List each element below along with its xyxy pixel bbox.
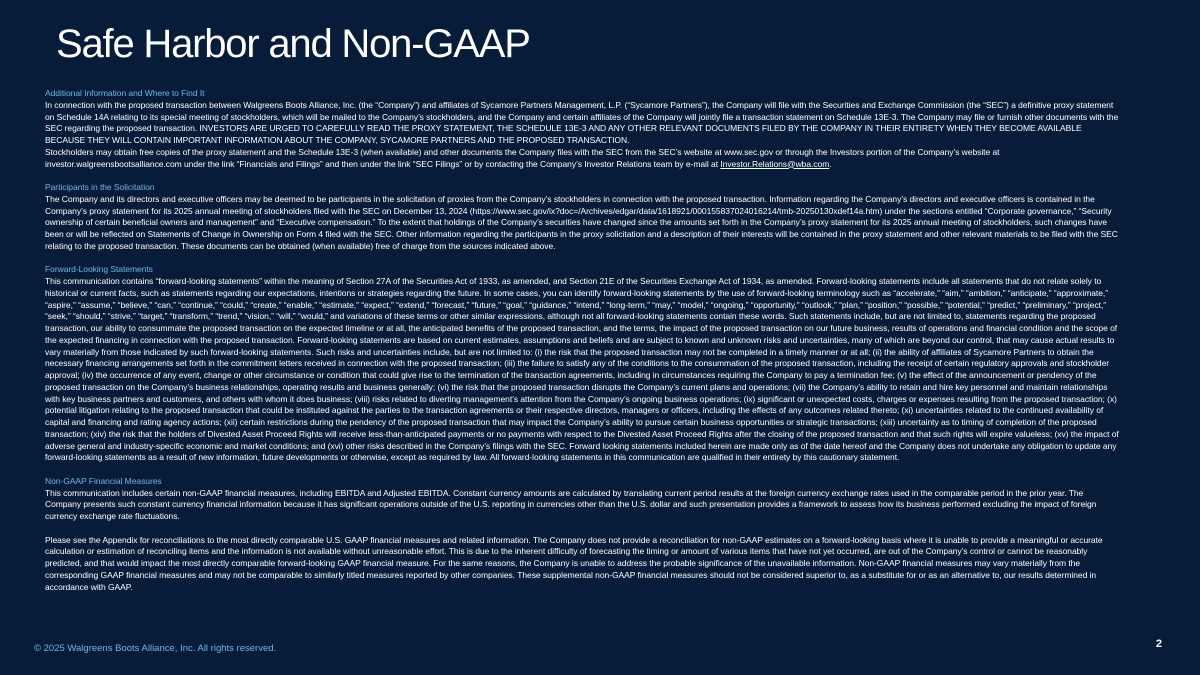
paragraph-text: Stockholders may obtain free copies of the proxy statement and the Schedule 13E-3 (when available) and other documents the Company files with the SEC from the SEC’s website at www.sec.gov or through the Investors portion of the Company’s website at investor.walgreensbootsalliance.com under the link “Financials and Filings” and then under the link “SEC Filings” or by contacting the Company’s Investor Relations team by e-mail at [45, 146, 1000, 169]
page-number: 2 [1155, 638, 1162, 650]
paragraph-text: In connection with the proposed transaction between Walgreens Boots Alliance, Inc. (the “Company”) and affiliates of Sycamore Partners Management, L.P. (“Sycamore Partners”), the Company will file with the Securities and Exchange Commission (the “SEC”) a definitive proxy statement on Schedule 14A relating to its special meeting of stockholders, which will be mailed to the Company’s stockholders, and the Company and certain affiliates of the Company will jointly file a transaction statement on Schedule 13E-3. The Company may file or furnish other documents with the SEC regarding the proposed transaction. INVESTORS ARE URGED TO CAREFULLY READ THE PROXY STATEMENT, THE SCHEDULE 13E-3 AND ANY OTHER RELEVANT DOCUMENTS FILED BY THE COMPANY IN THEIR ENTIRETY WHEN THEY BECOME AVAILABLE BECAUSE THEY WILL CONTAIN IMPORTANT INFORMATION ABOUT THE COMPANY, SYCAMORE PARTNERS AND THE PROPOSED TRANSACTION. [45, 99, 1119, 145]
section-heading: Non-GAAP Financial Measures [45, 475, 162, 486]
section-paragraph: This communication contains “forward-looking statements” within the meaning of Section 27A of the Securities Act of 1933, as amended, and Section 21E of the Securities Exchange Act of 1934, as amended. Forward-looking statements include all statements that do not relate solely to historical or current facts, such as statements regarding our expectations, intentions or strategies regarding the future. In some cases, you can identify forward-looking statements by the use of forward-looking terminology such as “accelerate,” “aim,” “ambition,” “anticipate,” “approximate,” “aspire,” “assume,” “believe,” “can,” “continue,” “could,” “create,” “enable,” “estimate,” “expect,” “extend,” “forecast,” “future,” “goal,” “guidance,” “intend,” “long-term,” “may,” “model,” “ongoing,” “opportunity,” “outlook,” “plan,” “position,” “possible,” “potential,” “predict,” “preliminary,” “project,” “seek,” “should,” “strive,” “target,” “transform,” “trend,” “vision,” “will,” “would,” and variations of these terms or other similar expressions, although not all forward-looking statements contain these words. Such statements include, but are not limited to, statements regarding the proposed transaction, our ability to consummate the proposed transaction on the expected timeline or at all, the anticipated benefits of the proposed transaction, and the terms, the impact of the proposed transaction on our future business, results of operations and financial condition and the scope of the expected financing in connection with the proposed transaction. Forward-looking statements are based on current estimates, assumptions and beliefs and are subject to known and unknown risks and uncertainties, many of which are beyond our control, that may cause actual results to vary materially from those indicated by such forward-looking statements. Such risks and uncertainties include, but are not limited to: (i) the risk that the proposed transaction may not be completed in a timely manner or at all; (ii) the ability of affiliates of Sycamore Partners to obtain the necessary financing arrangements set forth in the commitment letters received in connection with the proposed transaction; (iii) the failure to satisfy any of the conditions to the consummation of the proposed transaction, including the receipt of certain regulatory approvals and stockholder approval; (iv) the occurrence of any event, change or other circumstance or condition that could give rise to the termination of the transaction agreements, including in circumstances requiring the Company to pay a termination fee; (v) the effect of the announcement or pendency of the proposed transaction on the Company’s business relationships, operating results and business generally; (vi) the risk that the proposed transaction disrupts the Company’s current plans and operations; (vii) the Company’s ability to retain and hire key personnel and maintain relationships with key business partners and customers, and others with whom it does business; (viii) risks related to diverting management’s attention from the Company’s ongoing business operations; (ix) significant or unexpected costs, charges or expenses resulting from the proposed transaction; (x) potential litigation relating to the proposed transaction that could be instituted against the parties to the transaction agreements or their respective directors, managers or officers, including the effects of any outcomes related thereto; (xi) uncertainties related to the continued availability of capital and financing and rating agency actions; (xii) certain restrictions during the pendency of the proposed transaction that may impact the Company’s ability to pursue certain business opportunities or strategic transactions; (xiii) uncertainty as to timing of completion of the proposed transaction; (xiv) the risk that the holders of Divested Asset Proceed Rights will receive less-than-anticipated payments or no payments with respect to the Divested Asset Proceed Rights after the closing of the proposed transaction and that such rights will expire valueless; (xv) the impact of adverse general and industry-specific economic and market conditions; and (xvi) other risks described in the Company’s filings with the SEC. Forward looking statements included herein are made only as of the date hereof and the Company does not undertake any obligation to update any forward-looking statements as a result of new information, future developments or otherwise, except as required by law. All forward-looking statements in this communication are qualified in their entirety by this cautionary statement. [45, 276, 1119, 463]
copyright-notice: © 2025 Walgreens Boots Alliance, Inc. All rights reserved. [34, 643, 277, 654]
section-paragraph [45, 147, 1119, 171]
investor-relations-email-link[interactable]: Investor.Relations@wba.com [720, 158, 830, 169]
section-participants [45, 182, 1119, 253]
section-forward-looking [45, 264, 1119, 464]
section-heading: Additional Information and Where to Find It [45, 88, 205, 98]
disclaimer-content [45, 88, 1119, 605]
section-heading: Participants in the Solicitation [45, 182, 155, 192]
section-heading: Forward-Looking Statements [45, 264, 153, 275]
section-additional-information [45, 88, 1119, 170]
section-paragraph [45, 100, 1119, 147]
section-paragraph: This communication includes certain non-GAAP financial measures, including EBITDA and Adjusted EBITDA. Constant currency amounts are calculated by translating current period results at the foreign currency exchange rates used in the comparable period in the prior year. The Company presents such constant currency financial information because it has significant operations outside of the U.S. reporting in currencies other than the U.S. dollar and such presentation provides a framework to assess how its business performed excluding the impact of foreign currency exchange rate fluctuations. [45, 487, 1097, 521]
section-paragraph: Please see the Appendix for reconciliations to the most directly comparable U.S. GAAP financial measures and related information. The Company does not provide a reconciliation for non-GAAP estimates on a forward-looking basis where it is unable to provide a meaningful or accurate calculation or estimation of reconciling items and the information is not available without unreasonable effort. This is due to the inherent difficulty of forecasting the timing or amount of various items that have not yet occurred, are out of the Company’s control or cannot be reasonably predicted, and that would impact the most directly comparable forward-looking GAAP financial measure. For the same reasons, the Company is unable to address the probable significance of the unavailable information. Non-GAAP financial measures may vary materially from the corresponding GAAP financial measures and may not be comparable to similarly titled measures reported by other companies. These supplemental non-GAAP financial measures should not be considered superior to, as a substitute for or as an alternative to, our results determined in accordance with GAAP. [45, 534, 1103, 592]
section-non-gaap [45, 476, 1119, 594]
section-paragraph: The Company and its directors and executive officers may be deemed to be participants in the solicitation of proxies from the Company’s stockholders in connection with the proposed transaction. Information regarding the Company’s directors and executive officers is contained in the Company’s proxy statement for its 2025 annual meeting of stockholders filed with the SEC on December 13, 2024 (https://www.sec.gov/ix?doc=/Archives/edgar/data/1618921/000155837024016214/tmb-20250130xdef14a.htm) under the sections entitled “Corporate governance,” “Security ownership of certain beneficial owners and management” and “Executive compensation.” To the extent that holdings of the Company’s securities have changed since the amounts set forth in the Company’s proxy statement for its 2025 annual meeting of stockholders, such changes have been or will be reflected on Statements of Change in Ownership on Form 4 filed with the SEC. Other information regarding the participants in the proxy solicitation and a description of their interests will be contained in the proxy statement and other relevant materials to be filed with the SEC relating to the proposed transaction. These documents can be obtained (when available) free of charge from the sources indicated above. [45, 193, 1118, 251]
page-title: Safe Harbor and Non-GAAP [56, 22, 530, 66]
paragraph-end: . [829, 158, 832, 169]
